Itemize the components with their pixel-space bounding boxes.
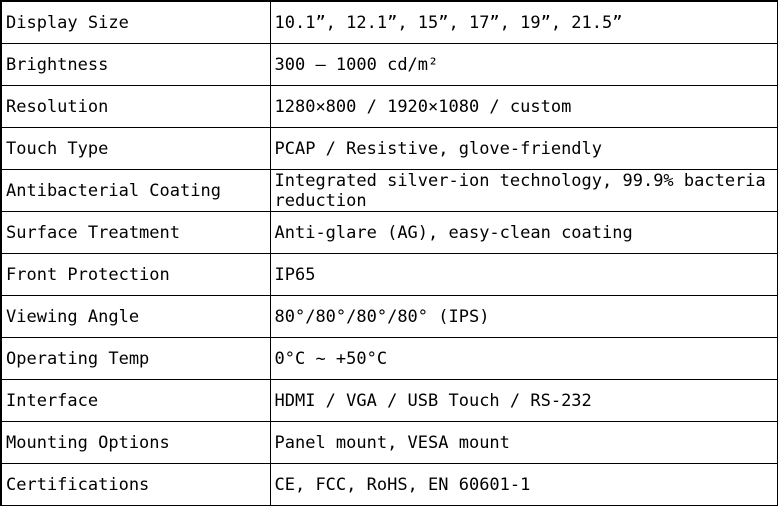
spec-label: Antibacterial Coating [1,170,270,212]
spec-value: 0°C ~ +50°C [270,338,777,380]
table-row [1,380,777,422]
table-row [1,170,777,212]
spec-value: PCAP / Resistive, glove-friendly [270,128,777,170]
spec-label: Surface Treatment [1,212,270,254]
spec-value: 10.1”, 12.1”, 15”, 17”, 19”, 21.5” [270,1,777,44]
table-row [1,464,777,506]
spec-value: 300 – 1000 cd/m² [270,44,777,86]
spec-label: Brightness [1,44,270,86]
table-row [1,254,777,296]
table-row [1,86,777,128]
spec-value: HDMI / VGA / USB Touch / RS-232 [270,380,777,422]
spec-value: IP65 [270,254,777,296]
table-row [1,212,777,254]
table-row [1,128,777,170]
spec-label: Certifications [1,464,270,506]
spec-label: Front Protection [1,254,270,296]
spec-label: Interface [1,380,270,422]
spec-label: Mounting Options [1,422,270,464]
table-row [1,44,777,86]
table-row [1,1,777,44]
spec-label: Viewing Angle [1,296,270,338]
table-row [1,296,777,338]
table-row [1,422,777,464]
spec-value: 1280×800 / 1920×1080 / custom [270,86,777,128]
spec-value: Integrated silver-ion technology, 99.9% bacteria reduction [270,170,777,212]
table-row [1,338,777,380]
spec-label: Display Size [1,1,270,44]
spec-value: Anti-glare (AG), easy-clean coating [270,212,777,254]
spec-value: Panel mount, VESA mount [270,422,777,464]
spec-label: Operating Temp [1,338,270,380]
spec-label: Touch Type [1,128,270,170]
spec-value: 80°/80°/80°/80° (IPS) [270,296,777,338]
spec-value: CE, FCC, RoHS, EN 60601-1 [270,464,777,506]
spec-label: Resolution [1,86,270,128]
